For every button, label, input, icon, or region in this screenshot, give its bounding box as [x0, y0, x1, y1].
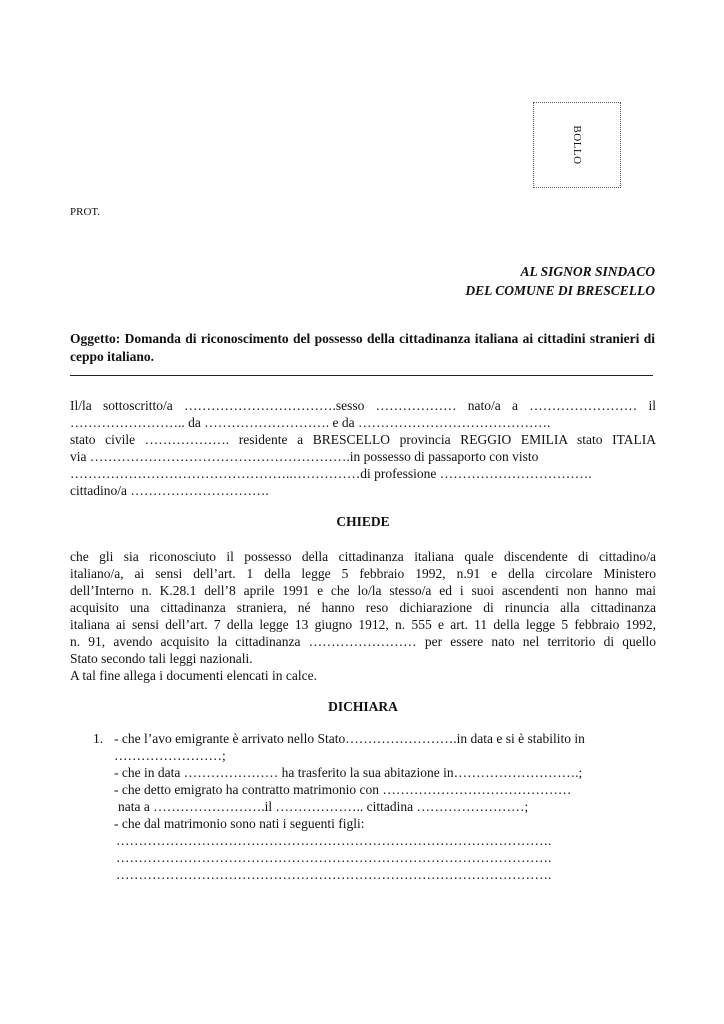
chiede-line-1: che gli sia riconosciuto il possesso della cittadinanza italiana quale discendente di cittadino/a — [70, 549, 656, 564]
stamp-label: BOLLO — [571, 125, 583, 165]
dichiara-heading: DICHIARA — [328, 699, 398, 714]
chiede-line-7: Stato secondo tali leggi nazionali. — [70, 651, 253, 666]
personal-line-4: via ………………………………………………….in possesso di passaporto con visto — [70, 449, 539, 464]
chiede-line-8: A tal fine allega i documenti elencati in calce. — [70, 668, 318, 683]
chiede-line-2: italiano/a, ai sensi dell’art. 1 della legge 5 febbraio 1992, n.91 e della circolare Ministero — [70, 566, 656, 581]
dichiara-line-3: - che in data ………………… ha trasferito la sua abitazione in……………………….; — [114, 765, 583, 780]
addressee-line-2: DEL COMUNE DI BRESCELLO — [465, 283, 655, 298]
personal-line-6: cittadino/a …………………………. — [70, 483, 269, 498]
subject: Oggetto: Domanda di riconoscimento del possesso della cittadinanza italiana ai cittadini stranieri di ceppo italiano. — [70, 331, 655, 364]
personal-line-3: stato civile ………………. residente a BRESCELLO provincia REGGIO EMILIA stato ITALIA — [70, 432, 656, 447]
chiede-line-3: dell’Interno n. K.28.1 dell’8 aprile 1991 e che lo/la stesso/a ed i suoi ascendenti non hanno mai — [70, 583, 656, 598]
chiede-heading: CHIEDE — [336, 514, 390, 529]
dichiara-line-5: nata a …………………….il ……………….. cittadina ……………………; — [118, 799, 529, 814]
dichiara-dotted-line-2: ……………………………………………………………………………………. — [116, 850, 552, 865]
chiede-line-6: n. 91, avendo acquisito la cittadinanza …………………… per essere nato nel territorio di quello — [70, 634, 656, 649]
dichiara-dotted-line-3: ……………………………………………………………………………………. — [116, 867, 552, 882]
chiede-line-4: acquisito una cittadinanza straniera, né hanno reso dichiarazione di rinuncia alla cittadinanza — [70, 600, 656, 615]
dichiara-line-4: - che detto emigrato ha contratto matrimonio con …………………………………… — [114, 782, 572, 797]
protocol-label: PROT. — [70, 206, 101, 218]
addressee-line-1: AL SIGNOR SINDACO — [520, 264, 655, 279]
dichiara-line-2: ……………………; — [114, 748, 226, 763]
divider — [70, 375, 653, 376]
list-number: 1. — [93, 731, 104, 746]
dichiara-line-1: - che l’avo emigrante è arrivato nello Stato…………………….in data e si è stabilito in — [114, 731, 585, 746]
chiede-line-5: italiana ai sensi dell’art. 7 della legge 13 giugno 1912, n. 555 e art. 11 della legge 5 febbraio 1992, — [70, 617, 656, 632]
personal-line-1: Il/la sottoscritto/a …………………………….sesso ……………… nato/a a …………………… il — [70, 398, 656, 413]
personal-line-2: …………………….. da ………………………. e da ……………………………………. — [70, 415, 551, 430]
dichiara-line-6: - che dal matrimonio sono nati i seguenti figli: — [114, 816, 365, 831]
addressee — [360, 262, 655, 300]
personal-line-5: …………………………………………..……………di professione ……………………………. — [70, 466, 592, 481]
dichiara-dotted-line-1: ……………………………………………………………………………………. — [116, 833, 552, 848]
stamp-box — [533, 102, 621, 188]
